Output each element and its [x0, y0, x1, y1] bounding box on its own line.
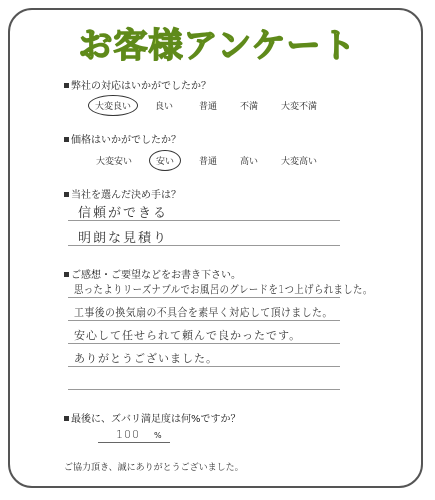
satisfaction-line: [98, 442, 170, 443]
bullet-square-icon: [64, 192, 69, 197]
q1-option-very-good[interactable]: 大変良い: [88, 95, 138, 116]
q1-option-very-dissatisfied[interactable]: 大変不満: [281, 102, 318, 112]
q4-answer-line-2: 工事後の換気扇の不具合を素早く対応して頂けました。: [74, 306, 333, 319]
q2-option-very-cheap[interactable]: 大変安い: [96, 157, 133, 167]
q3-answer-1: 信頼ができる: [78, 206, 169, 221]
q4-answer-line-4: ありがとうございました。: [74, 352, 218, 365]
answer-line: [68, 245, 340, 246]
question-1-label: 弊社の対応はいかがでしたか？: [64, 77, 211, 92]
q3-answer-2: 明朗な見積り: [78, 231, 169, 246]
q1-option-normal[interactable]: 普通: [199, 102, 218, 112]
bullet-square-icon: [64, 416, 69, 421]
survey-title: お客様アンケート: [78, 26, 357, 66]
question-5-label: 最後に、ズバリ満足度は何%ですか？: [64, 410, 241, 425]
q2-option-normal[interactable]: 普通: [199, 157, 218, 167]
q1-option-good[interactable]: 良い: [155, 102, 174, 112]
q4-answer-line-3: 安心して任せられて頼んで良かったです。: [74, 329, 302, 342]
answer-line: [68, 220, 340, 221]
q2-option-cheap[interactable]: 安い: [149, 150, 181, 171]
answer-line: [68, 297, 340, 298]
q2-option-expensive[interactable]: 高い: [240, 157, 259, 167]
question-3-label: 当社を選んだ決め手は？: [64, 186, 181, 201]
question-4-label: ご感想・ご要望などをお書き下さい。: [64, 266, 241, 281]
footer-thanks: ご協力頂き、誠にありがとうございました。: [64, 463, 244, 473]
question-2-label: 価格はいかがでしたか？: [64, 131, 181, 146]
q1-option-dissatisfied[interactable]: 不満: [240, 102, 259, 112]
q4-answer-line-1: 思ったよりリーズナブルでお風呂のグレードを1つ上げられました。: [74, 283, 373, 296]
bullet-square-icon: [64, 272, 69, 277]
satisfaction-unit: %: [154, 431, 162, 440]
answer-line: [68, 343, 340, 344]
satisfaction-value: 100: [116, 428, 140, 441]
bullet-square-icon: [64, 83, 69, 88]
bullet-square-icon: [64, 137, 69, 142]
answer-line: [68, 389, 340, 390]
answer-line: [68, 320, 340, 321]
q2-option-very-expensive[interactable]: 大変高い: [281, 157, 318, 167]
answer-line: [68, 366, 340, 367]
